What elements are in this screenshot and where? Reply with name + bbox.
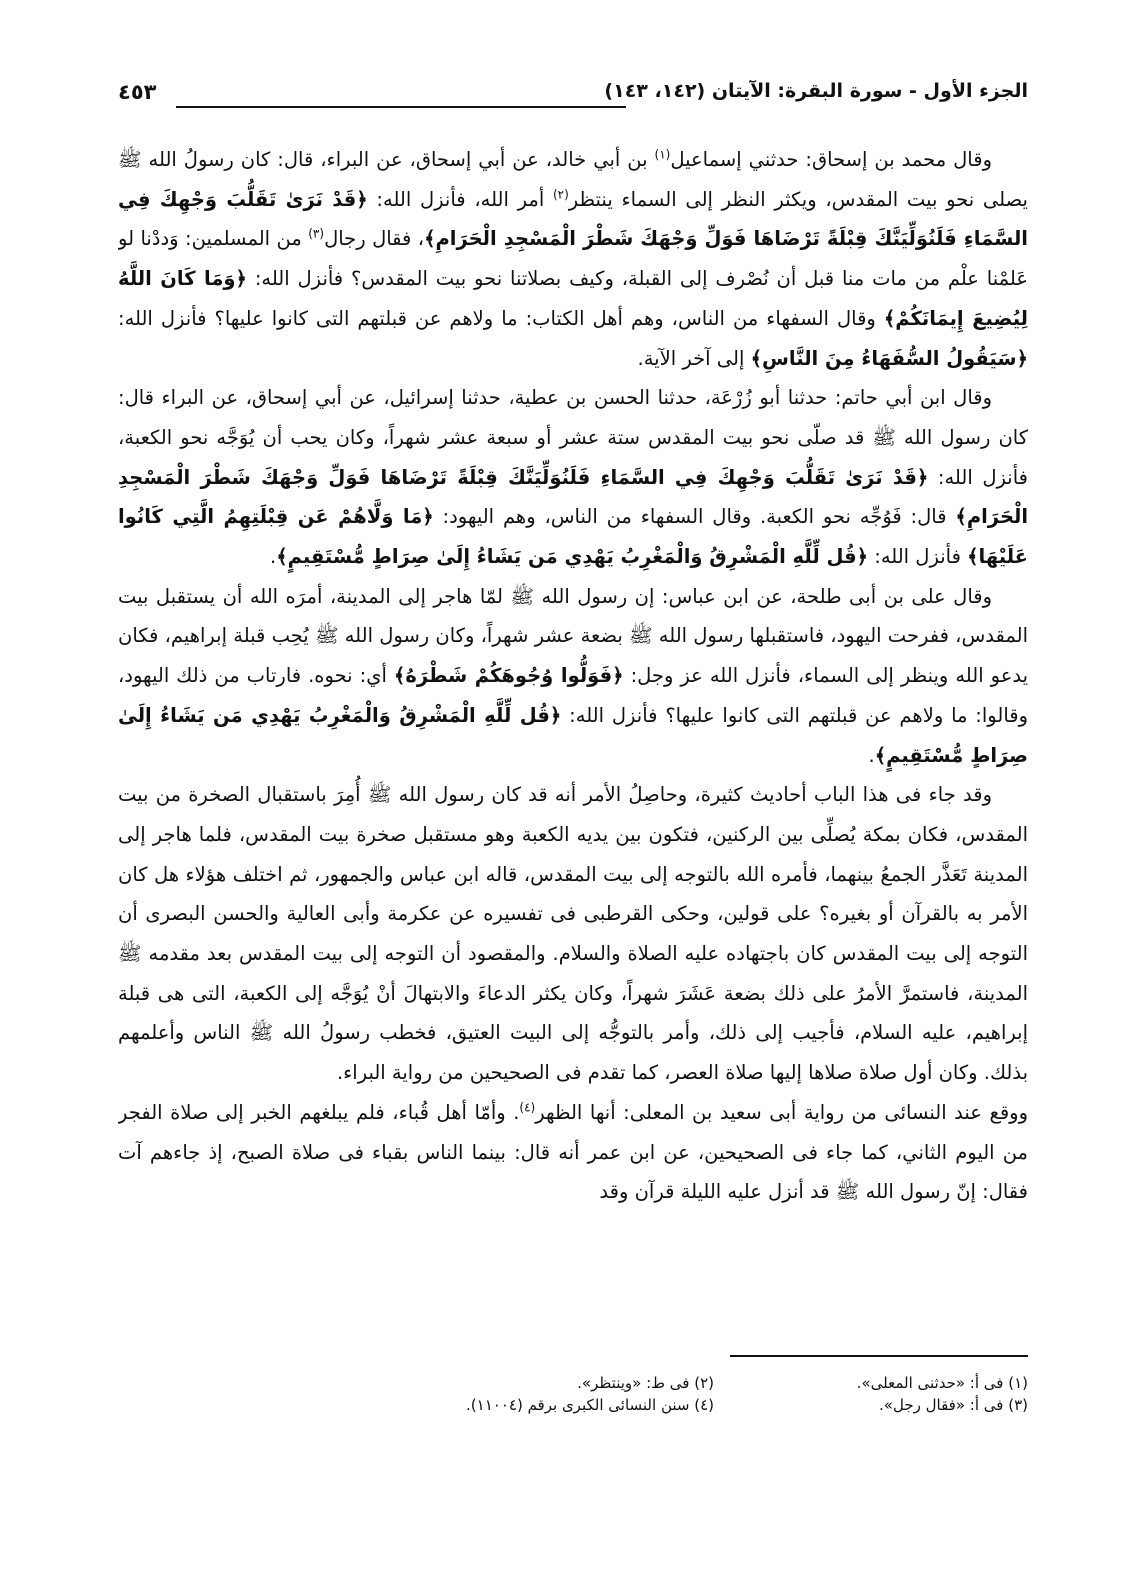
text-segment: ، فقال رجال <box>324 227 425 251</box>
page-number: ٤٥٣ <box>118 80 157 104</box>
quran-verse: ﴿قَدْ نَرَىٰ تَقَلُّبَ وَجْهِكَ فِي السَّمَاءِ فَلَنُوَلِّيَنَّكَ قِبْلَةً تَرْضَاهَا فَوَلِّ وَجْهَكَ شَطْرَ الْمَسْجِدِ الْحَرَامِ﴾ <box>118 465 1028 529</box>
footnote-3: (٣) فى أ: «فقال رجل». <box>879 1396 1028 1414</box>
text-segment: ووقع عند النسائى من رواية أبى سعيد بن المعلى: أنها الظهر <box>535 1100 1028 1124</box>
footnote-2: (٢) فى ط: «وينتظر». <box>577 1374 714 1392</box>
text-segment: وقد جاء فى هذا الباب أحاديث كثيرة، وحاصِلُ الأمر أنه قد كان رسول الله ﷺ أُمِرَ باستقبال الصخرة من بيت المقدس، فكان بمكة يُصلِّى بين الركنين، فتكون بين يديه الكعبة وهو مستقبل صخرة بيت المقدس، فلما هاجر إلى المدينة تَعَذَّر الجمعُ بينهما، فأمره الله بالتوجه إلى بيت المقدس، قاله ابن عباس والجمهور، ثم اختلف هؤلاء هل كان الأمر به بالقرآن أو بغيره؟ على قولين، وحكى القرطبى فى تفسيره عن عكرمة وأبى العالية والحسن البصرى أن التوجه إلى بيت المقدس كان باجتهاده عليه الصلاة والسلام. والمقصود أن التوجه إلى بيت المقدس بعد مقدمه ﷺ المدينة، فاستمرَّ الأمرُ على ذلك بضعة عَشَرَ شهراً، وكان يكثر الدعاءَ والابتهالَ أنْ يُوَجَّه إلى الكعبة، التى هى قبلة إبراهيم، عليه السلام، فأجيب إلى ذلك، وأمر بالتوجُّه إلى البيت العتيق، فخطب رسولُ الله ﷺ الناس وأعلمهم بذلك. وكان أول صلاة صلاها إليها صلاة العصر، كما تقدم فى الصحيحين من رواية البراء. <box>118 783 1028 1085</box>
text-segment: . <box>269 545 277 569</box>
paragraph <box>118 140 1028 378</box>
footnote-ref: (٤) <box>519 1100 536 1115</box>
quran-verse: ﴿قَدْ نَرَىٰ تَقَلُّبَ وَجْهِكَ فِي السَّمَاءِ فَلَنُوَلِّيَنَّكَ قِبْلَةً تَرْضَاهَا فَوَلِّ وَجْهَكَ شَطْرَ الْمَسْجِدِ الْحَرَامِ﴾ <box>118 187 1028 251</box>
quran-verse: ﴿سَيَقُولُ السُّفَهَاءُ مِنَ النَّاسِ﴾ <box>750 346 1028 370</box>
text-segment: فأنزل الله: <box>868 545 968 569</box>
footnotes <box>400 1372 1028 1416</box>
text-segment: وقال على بن أبى طلحة، عن ابن عباس: إن رسول الله ﷺ لمّا هاجر إلى المدينة، أمرَه الله أن يستقبل بيت المقدس، ففرحت اليهود، فاستقبلها رسول الله ﷺ بضعة عشر شهراً، وكان رسول الله ﷺ يُحِب قبلة إبراهيم، فكان يدعو الله وينظر إلى السماء، فأنزل الله عز وجل: <box>118 584 1028 688</box>
text-segment: . <box>868 743 875 767</box>
running-head: الجزء الأول - سورة البقرة: الآيتان (١٤٢، ١٤٣) <box>604 80 1028 102</box>
paragraph <box>118 577 1028 776</box>
quran-verse: ﴿وَمَا كَانَ اللَّهُ لِيُضِيعَ إِيمَانَكُمْ﴾ <box>118 267 1028 330</box>
page-header <box>118 80 1028 116</box>
footnote-row <box>400 1372 1028 1394</box>
footnote-ref: (٣) <box>308 226 325 241</box>
text-segment: أي: نحوه. فارتاب من ذلك اليهود، وقالوا: ما ولاهم عن قبلتهم التى كانوا عليها؟ فأنزل الله: <box>118 664 1028 727</box>
footnote-ref: (١) <box>654 147 671 162</box>
text-segment: بن أبي خالد، عن أبي إسحاق، عن البراء، قال: كان رسولُ الله ﷺ يصلى نحو بيت المقدس، ويكثر النظر إلى السماء ينتظر <box>118 148 1028 211</box>
footnote-4: (٤) سنن النسائى الكبرى برقم (١١٠٠٤). <box>466 1396 714 1414</box>
body-text <box>118 140 1028 1340</box>
footnote-row <box>400 1394 1028 1416</box>
footnote-ref: (٢) <box>552 187 569 202</box>
footnote-1: (١) فى أ: «حدثنى المعلى». <box>856 1374 1028 1392</box>
text-segment: وقال ابن أبي حاتم: حدثنا أبو زُرْعَة، حدثنا الحسن بن عطية، حدثنا إسرائيل، عن أبي إسحاق، عن البراء قال: كان رسول الله ﷺ قد صلّى نحو بيت المقدس ستة عشر أو سبعة عشر شهراً، وكان يحب أن يُوَجَّه نحو الكعبة، فأنزل الله: <box>118 386 1028 489</box>
footnote-rule <box>730 1355 1028 1357</box>
paragraph <box>118 378 1028 577</box>
paragraph <box>118 1093 1028 1212</box>
quran-verse: ﴿قُل لِّلَّهِ الْمَشْرِقُ وَالْمَغْرِبُ يَهْدِي مَن يَشَاءُ إِلَىٰ صِرَاطٍ مُّسْتَقِيمٍ﴾ <box>276 545 869 569</box>
text-segment: إلى آخر الآية. <box>637 346 751 370</box>
header-rule <box>176 106 626 108</box>
text-segment: أمر الله، فأنزل الله: <box>367 187 553 211</box>
text-segment: وقال السفهاء من الناس، وهم أهل الكتاب: ما ولاهم عن قبلتهم التى كانوا عليها؟ فأنزل الله: <box>118 306 884 330</box>
quran-verse: ﴿فَوَلُّوا وُجُوهَكُمْ شَطْرَهُ﴾ <box>393 664 624 688</box>
text-segment: وقال محمد بن إسحاق: حدثني إسماعيل <box>670 148 992 171</box>
text-segment: من المسلمين: وَددْنا لو عَلمْنا علْم من مات منا قبل أن نُصْرف إلى القبلة، وكيف بصلاتنا نحو بيت المقدس؟ فأنزل الله: <box>118 227 1028 291</box>
text-segment: قال: فَوُجِّه نحو الكعبة. وقال السفهاء من الناس، وهم اليهود: <box>433 505 956 529</box>
quran-verse: ﴿مَا وَلَّاهُمْ عَن قِبْلَتِهِمُ الَّتِي كَانُوا عَلَيْهَا﴾ <box>118 505 1028 569</box>
paragraph <box>118 775 1028 1093</box>
quran-verse: ﴿قُل لِّلَّهِ الْمَشْرِقُ وَالْمَغْرِبُ يَهْدِي مَن يَشَاءُ إِلَىٰ صِرَاطٍ مُّسْتَقِيمٍ﴾ <box>118 703 1028 767</box>
text-segment: . وأمّا أهل قُباء، فلم يبلغهم الخبر إلى صلاة الفجر من اليوم الثاني، كما جاء فى الصحيحين، عن ابن عمر أنه قال: بينما الناس بقباء فى صلاة الصبح، إذ جاءهم آت فقال: إنّ رسول الله ﷺ قد أنزل عليه الليلة قرآن وقد <box>118 1100 1028 1204</box>
